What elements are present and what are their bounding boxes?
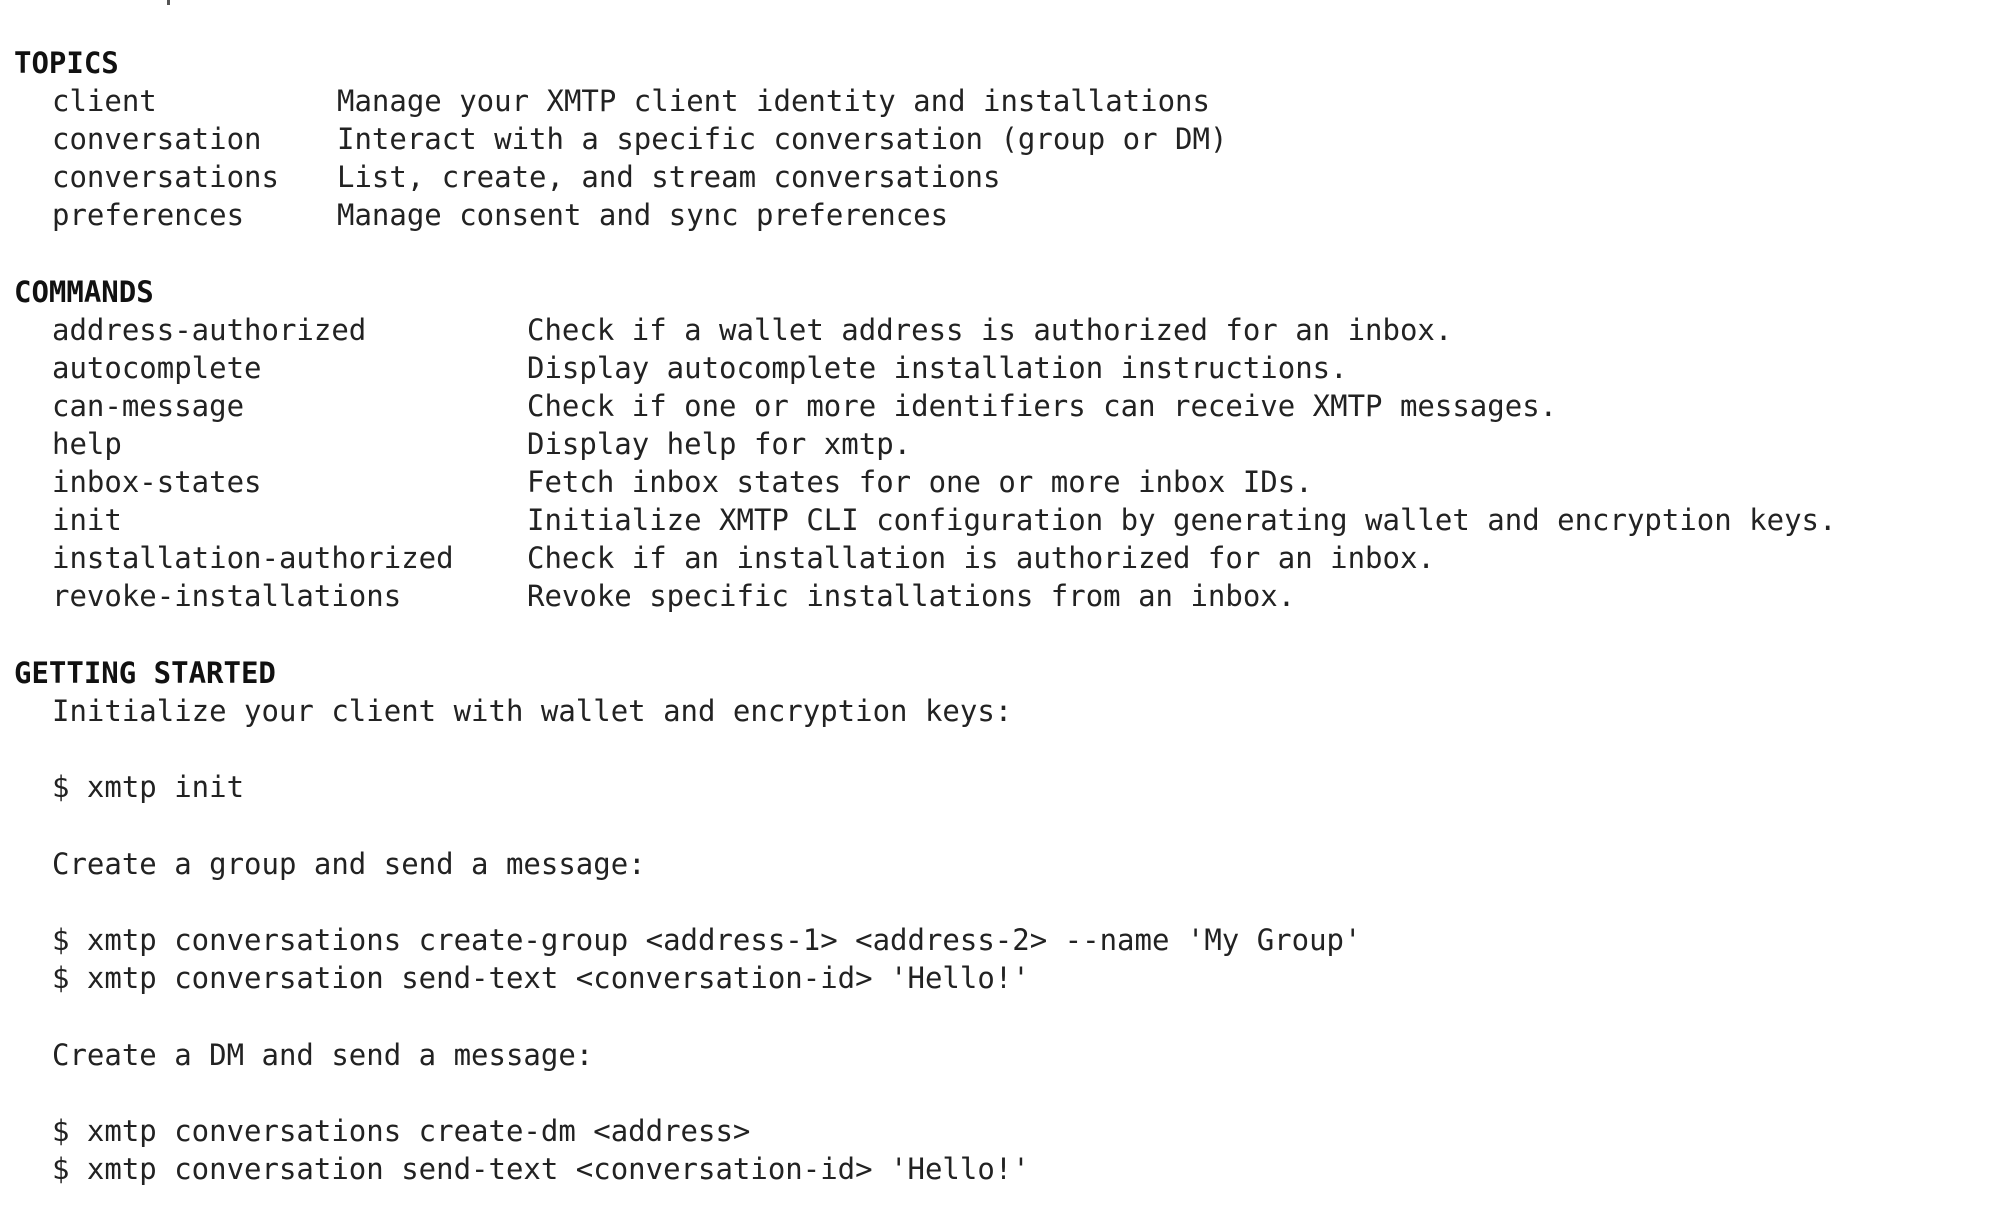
topic-name: client xyxy=(52,84,157,118)
command-description: Display help for xmtp. xyxy=(527,427,912,461)
command-name: revoke-installations xyxy=(52,579,402,613)
topic-name: preferences xyxy=(52,198,245,232)
topic-description: Manage your XMTP client identity and installations xyxy=(337,84,1210,118)
command-description: Check if a wallet address is authorized for an inbox. xyxy=(527,313,1453,347)
command-name: can-message xyxy=(52,389,245,423)
topics-heading: TOPICS xyxy=(14,46,119,80)
topic-name: conversation xyxy=(52,122,262,156)
command-description: Fetch inbox states for one or more inbox IDs. xyxy=(527,465,1313,499)
command-description: Initialize XMTP CLI configuration by generating wallet and encryption keys. xyxy=(527,503,1837,537)
command-name: help xyxy=(52,427,122,461)
command-description: Revoke specific installations from an inbox. xyxy=(527,579,1296,613)
topic-description: Interact with a specific conversation (group or DM) xyxy=(337,122,1228,156)
clipped-text-fragment xyxy=(167,0,170,5)
create-dm-command: $ xmtp conversations create-dm <address> xyxy=(52,1114,751,1148)
command-name: autocomplete xyxy=(52,351,262,385)
command-name: init xyxy=(52,503,122,537)
topic-description: List, create, and stream conversations xyxy=(337,160,1001,194)
send-text-command: $ xmtp conversation send-text <conversation-id> 'Hello!' xyxy=(52,1152,1030,1186)
commands-heading: COMMANDS xyxy=(14,275,154,309)
getting-started-heading: GETTING STARTED xyxy=(14,656,276,690)
group-intro-text: Create a group and send a message: xyxy=(52,847,646,881)
command-name: inbox-states xyxy=(52,465,262,499)
init-intro-text: Initialize your client with wallet and encryption keys: xyxy=(52,694,1013,728)
dm-intro-text: Create a DM and send a message: xyxy=(52,1038,594,1072)
topic-name: conversations xyxy=(52,160,279,194)
command-name: address-authorized xyxy=(52,313,367,347)
command-name: installation-authorized xyxy=(52,541,454,575)
create-group-command: $ xmtp conversations create-group <address-1> <address-2> --name 'My Group' xyxy=(52,923,1362,957)
init-command: $ xmtp init xyxy=(52,770,245,804)
command-description: Check if one or more identifiers can receive XMTP messages. xyxy=(527,389,1558,423)
topic-description: Manage consent and sync preferences xyxy=(337,198,949,232)
send-text-command: $ xmtp conversation send-text <conversation-id> 'Hello!' xyxy=(52,961,1030,995)
command-description: Display autocomplete installation instructions. xyxy=(527,351,1348,385)
command-description: Check if an installation is authorized for an inbox. xyxy=(527,541,1435,575)
